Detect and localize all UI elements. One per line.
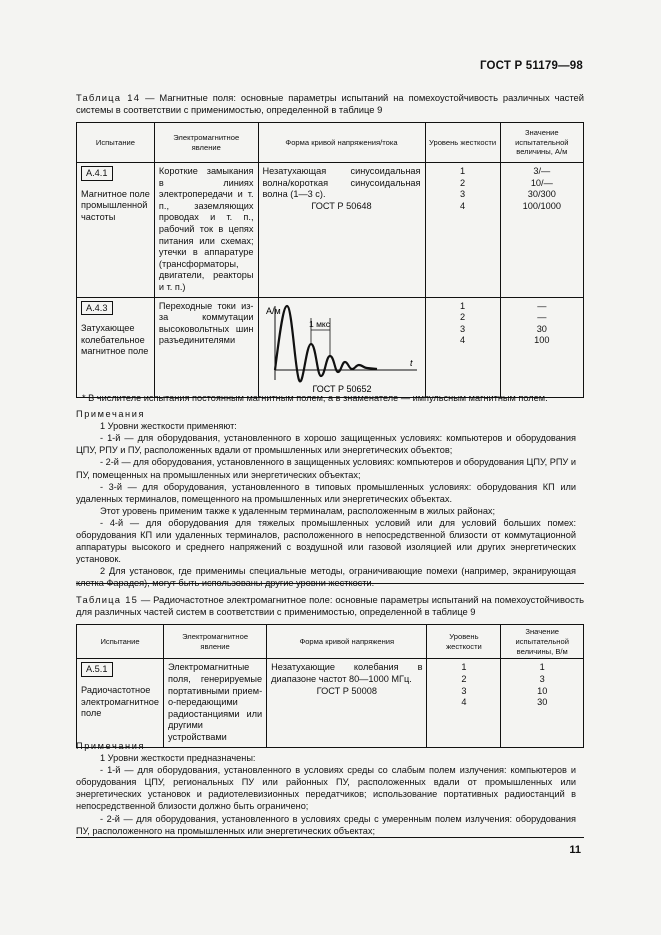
level: 2 [461, 673, 467, 684]
level: 3 [459, 189, 466, 200]
table-row [77, 163, 584, 298]
note-line: - 1-й — для оборудования, установленного в хорошо защищенных условиях: компьютеров и оборудования ЦПУ, РПУ и ПУ, расположенных вдали от промышленных или энергетических объектов; [76, 433, 576, 456]
standard-ref: ГОСТ Р 50648 [311, 200, 372, 211]
t15-col-level: Уровень жесткости [427, 625, 501, 659]
table14-label: Таблица 14 [76, 92, 141, 103]
divider [76, 837, 584, 838]
phenomenon-cell: Электромагнитные поля, генерируемые портативными прием-о-передающими радиостанциями или другими устройствами [164, 659, 267, 747]
value: — [537, 312, 547, 323]
waveform-text: Незатухающая синусоидальная волна/короткая синусоидальная волна (1—3 с). [262, 166, 421, 200]
value: 3/— [533, 166, 551, 176]
level: 4 [461, 697, 467, 708]
table14-caption-text: — Магнитные поля: основные параметры испытаний на помехоустойчивость различных частей системы в соответствии с применимостью, определенной в таблице 9 [76, 92, 585, 116]
note-line: 2 Для установок, где применимы специальные методы, ограничивающие помехи (например, экранирующая клетка Фарадея), могут быть использованы другие уровни жесткости. [76, 566, 576, 589]
phenomenon-cell: Переходные токи из-за коммутации высоковольтных шин разъединителями [154, 297, 258, 397]
value: 30/300 [527, 189, 556, 200]
notes-title: Примечания [76, 409, 146, 420]
table15-label: Таблица 15 [76, 594, 139, 605]
period-label: 1 мкс [308, 318, 330, 329]
test-code: А.4.1 [81, 166, 113, 181]
table15-caption [76, 594, 584, 618]
level: 4 [459, 200, 466, 211]
level: 1 [459, 300, 466, 311]
level: 3 [459, 323, 466, 334]
t15-col-phenomenon: Электромагнитное явление [164, 625, 267, 659]
document-id: ГОСТ Р 51179—98 [479, 60, 583, 72]
value: 30 [537, 697, 548, 708]
table14 [76, 122, 584, 398]
value: 3 [539, 673, 545, 684]
value: 10/— [530, 177, 553, 188]
test-name: Радиочастотное электромагнитное поле [81, 684, 159, 719]
standard-ref: ГОСТ Р 50652 [311, 383, 372, 394]
level: 4 [459, 335, 466, 346]
note-line: - 1-й — для оборудования, установленного в условиях среды со слабым полем излучения: компьютеров и оборудования ЦПУ, региональных ПУ или районных ПУ, расположенных вдали от промышленных или энергетических установок и радиотелевизионных передатчиков; использование портативных радиостанций в непосредственной близости должно быть ограничено; [76, 765, 576, 812]
level: 2 [459, 177, 466, 188]
t14-col-phenomenon: Электромагнитное явление [154, 123, 258, 163]
note-line: 1 Уровни жесткости применяют: [100, 421, 237, 432]
graph-x-label: t [409, 357, 413, 368]
value: — [537, 300, 547, 311]
level: 1 [461, 662, 467, 673]
t15-col-waveform: Форма кривой напряжения [267, 625, 427, 659]
t15-col-test: Испытание [77, 625, 164, 659]
phenomenon-cell: Короткие замыкания в линиях электропередачи и т. п., заземляющих проводах и т. п., рабочий ток в цепях питания или схемах; утечки в аппаратуре (трансформаторы, двигатели, реакторы и т. п.) [154, 163, 258, 298]
note-line: - 3-й — для оборудования, установленного в типовых промышленных условиях: оборудования КП или удаленных терминалов, помещенного на промышленных или энергетических объектах. [76, 481, 576, 504]
table14-caption [76, 92, 584, 116]
divider [76, 583, 584, 584]
note-line: Этот уровень применим также к удаленным терминалам, расположенным в жилых районах; [100, 505, 496, 516]
value: 1 [539, 662, 545, 673]
damped-oscillation-graph [259, 298, 425, 396]
value: 10 [537, 685, 548, 696]
note-line: - 2-й — для оборудования, установленного в защищенных условиях: компьютеров и оборудования ЦПУ, РПУ и ПУ, помещенных на промышленных или энергетических объектах; [76, 457, 576, 480]
test-code: А.4.3 [81, 301, 113, 316]
note-line: - 2-й — для оборудования, установленного в условиях среды с умеренным полем излучения: оборудования ПУ, расположенного на промышленных или энергетических объектах; [76, 813, 576, 836]
t14-col-level: Уровень жесткости [425, 123, 500, 163]
waveform-text: Незатухающие колебания в диапазоне частот 80—1000 МГц. [271, 662, 423, 684]
level: 1 [459, 166, 466, 176]
note-line: 1 Уровни жесткости предназначены: [100, 753, 256, 764]
table-row [77, 297, 584, 397]
graph-y-label: А/м [265, 305, 281, 316]
standard-ref: ГОСТ Р 50008 [316, 685, 377, 696]
value: 100/1000 [522, 200, 561, 211]
table-row [77, 659, 584, 747]
value: 100 [534, 335, 550, 346]
note-line: - 4-й — для оборудования для тяжелых промышленных условий или для условий больших помех: оборудования КП или удаленных терминалов, расположенного в непосредственной близости от коммутационной аппаратуры высокого и среднего напряжений с воздушной или газовой изоляцией или других энергетических установок. [76, 517, 576, 565]
value: 30 [536, 323, 547, 334]
level: 2 [459, 312, 466, 323]
test-name: Затухающее колебательное магнитное поле [81, 323, 149, 357]
table15-notes [76, 740, 576, 837]
t15-col-value: Значение испытательной величины, В/м [501, 625, 584, 659]
table15 [76, 624, 584, 748]
level: 3 [461, 685, 467, 696]
test-name: Магнитное поле промышленной частоты [81, 188, 150, 222]
notes-title: Примечания [76, 741, 146, 751]
test-code: А.5.1 [81, 662, 113, 677]
t14-col-waveform: Форма кривой напряжения/тока [258, 123, 425, 163]
t14-col-test: Испытание [77, 123, 155, 163]
page-number: 11 [569, 844, 581, 856]
table14-notes [76, 392, 576, 590]
table15-caption-text: — Радиочастотное электромагнитное поле: основные параметры испытаний на помехоустойчивость для различных частей систем в соответствии с применимостью, определенной в таблице 9 [76, 594, 584, 618]
t14-col-value: Значение испытательной величины, А/м [500, 123, 583, 163]
footnote: * В числителе испытания постоянным магнитным полем, а в знаменателе — импульсным магнитным полем. [82, 393, 548, 403]
